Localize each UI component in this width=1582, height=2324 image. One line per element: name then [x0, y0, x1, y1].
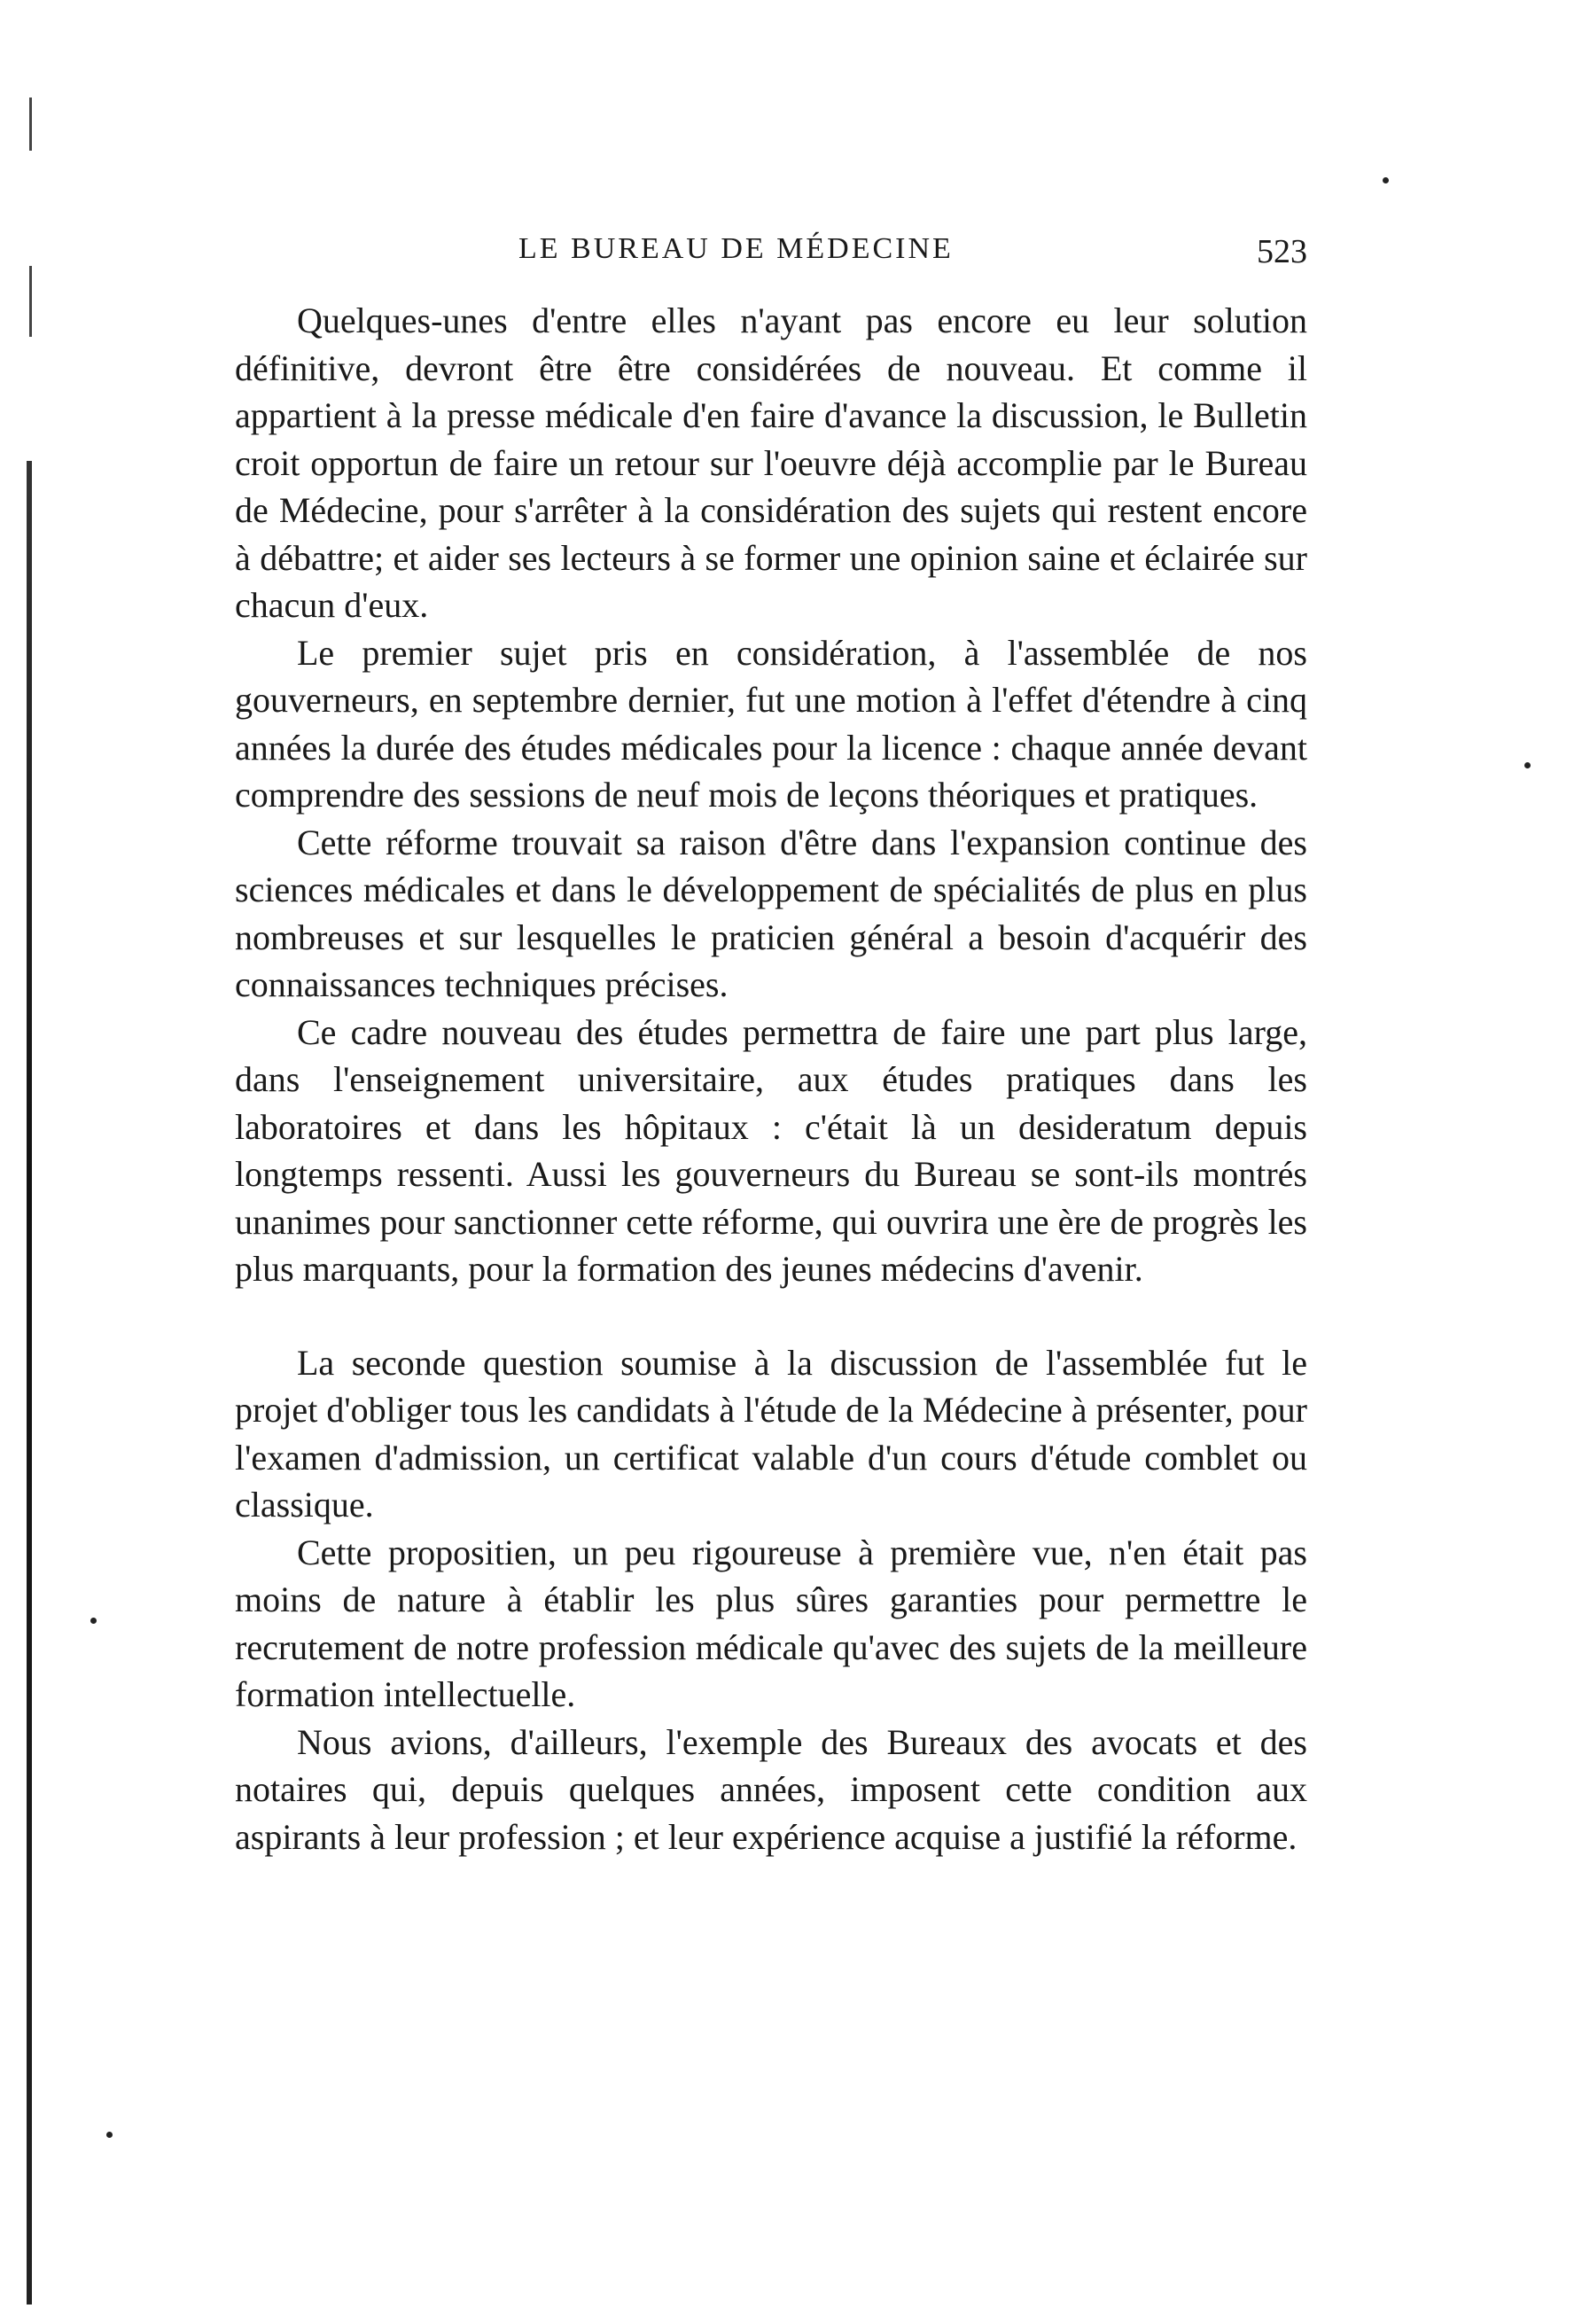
paragraph-1: Quelques-unes d'entre elles n'ayant pas encore eu leur solution définitive, devront être être considérées de nouveau. Et comme il appartient à la presse médicale d'en faire d'avance la discussion, le Bulletin croit opportun de faire un retour sur l'oeuvre déjà accomplie par le Bureau de Médecine, pour s'arrêter à la considération des sujets qui restent encore à débattre; et aider ses lecteurs à se former une opinion saine et éclairée sur chacun d'eux.: [235, 300, 1307, 625]
scan-speck: [106, 2132, 113, 2138]
body-text: [235, 297, 1307, 1860]
paragraph-4: Ce cadre nouveau des études permettra de faire une part plus large, dans l'enseignement universitaire, aux études pratiques dans les laboratoires et dans les hôpitaux : c'était là un desideratum depuis longtemps ressenti. Aussi les gouverneurs du Bureau se sont-ils montrés unanimes pour sanctionner cette réforme, qui ouvrira une ère de progrès les plus marquants, pour la formation des jeunes médecins d'avenir.: [235, 1011, 1307, 1289]
scan-speck: [1383, 177, 1389, 183]
running-title: LE BUREAU DE MÉDECINE: [518, 232, 954, 265]
scan-speck: [90, 1618, 97, 1624]
paragraph-6: Cette propositien, un peu rigoureuse à première vue, n'en était pas moins de nature à établir les plus sûres garanties pour permettre le recrutement de notre profession médicale qu'avec des sujets de la meilleure formation intellectuelle.: [235, 1532, 1307, 1714]
page-number: 523: [1257, 233, 1307, 270]
scan-mark: [29, 97, 32, 151]
paragraph-7: Nous avions, d'ailleurs, l'exemple des Bureaux des avocats et des notaires qui, depuis quelques années, imposent cette condition aux aspirants à leur profession ; et leur expérience acquise a justifié la réforme.: [235, 1721, 1307, 1857]
paragraph-2: Le premier sujet pris en considération, à l'assemblée de nos gouverneurs, en septembre dernier, fut une motion à l'effet d'étendre à cinq années la durée des études médicales pour la licence : chaque année devant comprendre des sessions de neuf mois de leçons théoriques et pratiques.: [235, 632, 1307, 815]
paragraph-3: Cette réforme trouvait sa raison d'être dans l'expansion continue des sciences médicales et dans le développement de spécialités de plus en plus nombreuses et sur lesquelles le praticien général a besoin d'acquérir des connaissances techniques précises.: [235, 822, 1307, 1004]
scan-mark: [29, 266, 32, 337]
scan-speck: [1524, 762, 1531, 768]
paragraph-5: La seconde question soumise à la discussion de l'assemblée fut le projet d'obliger tous les candidats à l'étude de la Médecine à présenter, pour l'examen d'admission, un certificat valable d'un cours d'étude comblet ou classique.: [235, 1342, 1307, 1525]
scan-binding-edge: [27, 461, 32, 2305]
running-head: [235, 232, 1307, 277]
